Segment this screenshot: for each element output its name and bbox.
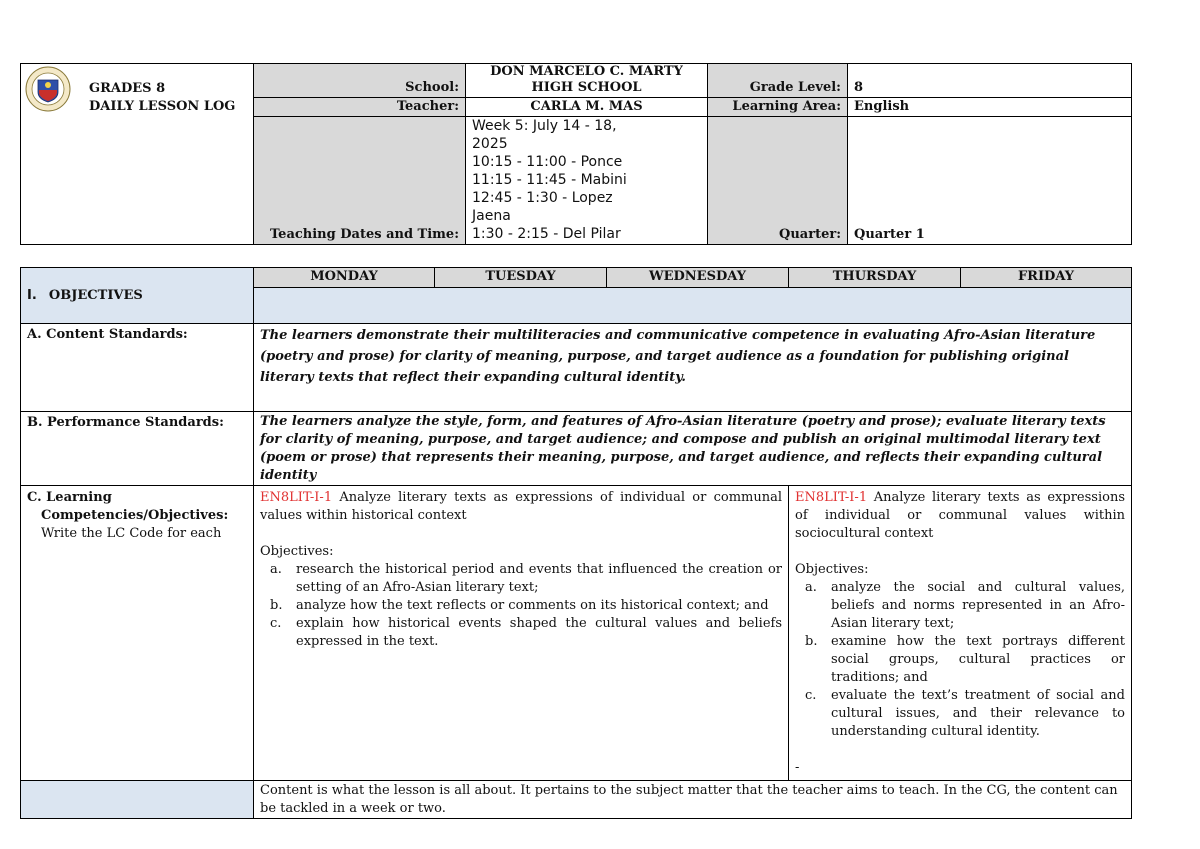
header-table	[20, 63, 1132, 245]
list-item: a. research the historical period and events that influenced the creation or setting of an Afro-Asian literary text;	[270, 562, 782, 595]
competency-text: Analyze literary texts as expressions of individual or communal values within historical context	[260, 490, 782, 523]
list-item: b. analyze how the text reflects or comments on its historical context; and	[270, 598, 769, 613]
grade-level-value: 8	[848, 64, 1132, 98]
list-item: c. evaluate the text’s treatment of social and cultural issues, and their relevance to understanding cultural identity.	[805, 688, 1125, 739]
quarter-value: Quarter 1	[848, 117, 1132, 245]
objectives-list	[260, 561, 782, 651]
learning-competencies-label	[21, 486, 254, 781]
learning-area-label: Learning Area:	[708, 98, 848, 117]
lc-label-line: Write the LC Code for each	[41, 526, 222, 541]
objectives-title: Objectives:	[795, 562, 869, 577]
lc-label-line: C. Learning	[27, 490, 112, 505]
lc-code: EN8LIT-I-1	[260, 490, 333, 505]
performance-standards-text: The learners analyze the style, form, and features of Afro-Asian literature (poetry and prose); evaluate literary texts for clarity of meaning, purpose, and target audience; and compose and publish an original multimodal literary text (poem or prose) that represents their meaning, purpose, and target audience, and reflects their expanding cultural identity	[254, 412, 1132, 486]
list-item: c. explain how historical events shaped the cultural values and beliefs expressed in the text.	[270, 616, 782, 649]
dates-line: Jaena	[472, 208, 511, 224]
content-standards-label: A. Content Standards:	[21, 324, 254, 412]
objectives-heading: OBJECTIVES	[48, 287, 143, 303]
day-wednesday: WEDNESDAY	[607, 268, 789, 288]
day-tuesday: TUESDAY	[435, 268, 607, 288]
list-item: a. analyze the social and cultural values, beliefs and norms represented in an Afro-Asian literary text;	[805, 580, 1125, 631]
competency-text: Analyze literary texts as expressions of individual or communal values within sociocultural context	[795, 490, 1125, 541]
school-value: DON MARCELO C. MARTY HIGH SCHOOL	[466, 64, 708, 98]
content-standards-text: The learners demonstrate their multiliteracies and communicative competence in evaluating Afro-Asian literature (poetry and prose) for clarity of meaning, purpose, and target audience as a foundation for publishing original literary texts that reflect their expanding cultural identity.	[254, 324, 1132, 412]
competency-left	[260, 489, 782, 525]
content-note-label-cell	[21, 781, 254, 819]
dates-line: 11:15 - 11:45 - Mabini	[472, 172, 627, 188]
content-note: Content is what the lesson is all about. It pertains to the subject matter that the teacher aims to teach. In the CG, the content can be tackled in a week or two.	[254, 781, 1132, 819]
dates-line: 12:45 - 1:30 - Lopez	[472, 190, 613, 206]
dates-value	[466, 117, 708, 245]
lc-label-line: Competencies/Objectives:	[41, 508, 229, 523]
quarter-label: Quarter:	[708, 117, 848, 245]
deped-seal-icon	[25, 66, 71, 112]
day-monday: MONDAY	[254, 268, 435, 288]
competency-left-cell	[254, 486, 789, 781]
header-title-cell	[21, 64, 254, 245]
list-item: b. examine how the text portrays different social groups, cultural practices or traditions; and	[805, 634, 1125, 685]
dates-label: Teaching Dates and Time:	[254, 117, 466, 245]
dates-line: Week 5: July 14 - 18,	[472, 118, 617, 134]
day-friday: FRIDAY	[961, 268, 1132, 288]
teacher-label: Teacher:	[254, 98, 466, 117]
log-title: DAILY LESSON LOG	[89, 99, 236, 114]
teacher-value: CARLA M. MAS	[466, 98, 708, 117]
objectives-title: Objectives:	[260, 544, 334, 559]
dates-line: 1:30 - 2:15 - Del Pilar	[472, 226, 621, 242]
objectives-list	[795, 579, 1125, 741]
competency-right	[795, 489, 1125, 543]
objectives-numeral: I.	[27, 287, 37, 303]
performance-standards-label: B. Performance Standards:	[21, 412, 254, 486]
trailing-dash: -	[795, 760, 800, 775]
day-thursday: THURSDAY	[789, 268, 961, 288]
learning-area-value: English	[848, 98, 1132, 117]
lesson-log-table	[20, 267, 1132, 819]
objectives-blank-row	[254, 288, 1132, 324]
objectives-heading-cell	[21, 268, 254, 324]
competency-right-cell	[789, 486, 1132, 781]
school-label: School:	[254, 64, 466, 98]
lc-code: EN8LIT-I-1	[795, 490, 868, 505]
grade-level-label: Grade Level:	[708, 64, 848, 98]
dates-line: 2025	[472, 136, 508, 152]
grades-label: GRADES 8	[89, 81, 166, 96]
dates-line: 10:15 - 11:00 - Ponce	[472, 154, 623, 170]
